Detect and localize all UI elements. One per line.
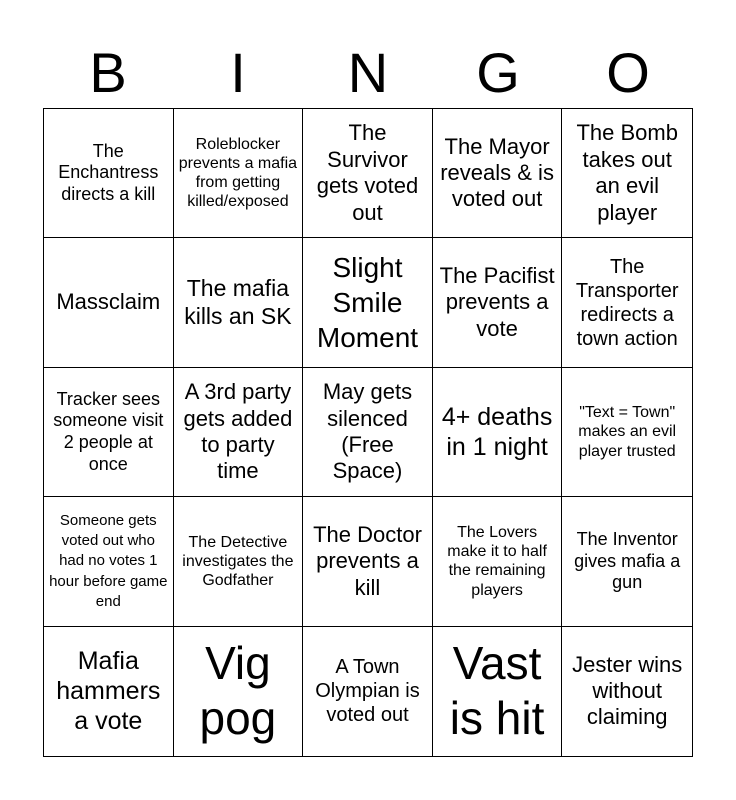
cell-text: The Inventor gives mafia a gun — [574, 529, 681, 593]
cell-text: Roleblocker prevents a mafia from getting killed/exposed — [178, 135, 298, 211]
bingo-cell[interactable] — [562, 109, 692, 238]
cell-text: The Detective investigates the Godfather — [182, 533, 294, 589]
header-letter-b: B — [89, 41, 127, 104]
bingo-cell[interactable] — [433, 497, 563, 626]
bingo-cell[interactable] — [562, 497, 692, 626]
bingo-cell[interactable] — [174, 497, 304, 626]
bingo-cell[interactable] — [44, 368, 174, 497]
bingo-cell[interactable] — [44, 497, 174, 626]
bingo-cell[interactable] — [433, 238, 563, 367]
cell-text: The Survivor gets voted out — [316, 120, 419, 225]
cell-text: The Lovers make it to half the remaining players — [447, 524, 547, 599]
cell-text: A 3rd party gets added to party time — [183, 379, 293, 484]
bingo-cell[interactable] — [433, 109, 563, 238]
cell-text: Jester wins without claiming — [572, 651, 683, 730]
bingo-cell[interactable] — [44, 627, 174, 756]
cell-text: Vast is hit — [449, 637, 545, 745]
cell-text: "Text = Town" makes an evil player trusted — [578, 404, 677, 460]
bingo-cell[interactable] — [303, 497, 433, 626]
cell-text: Massclaim — [56, 289, 161, 315]
cell-text: The mafia kills an SK — [184, 275, 292, 329]
header-letter-i: I — [230, 41, 246, 104]
cell-text: The Bomb takes out an evil player — [576, 120, 678, 225]
header-letter-n: N — [347, 41, 389, 104]
bingo-cell[interactable] — [174, 368, 304, 497]
cell-text: The Doctor prevents a kill — [313, 521, 422, 600]
bingo-cell[interactable] — [174, 109, 304, 238]
bingo-cell[interactable] — [433, 368, 563, 497]
cell-text: Someone gets voted out who had no votes 1 hour before game end — [49, 511, 168, 610]
bingo-cell[interactable] — [44, 238, 174, 367]
cell-text: The Mayor reveals & is voted out — [440, 133, 554, 212]
cell-text: The Enchantress directs a kill — [58, 140, 159, 204]
cell-text: May gets silenced (Free Space) — [322, 379, 413, 484]
cell-text: The Pacifist prevents a vote — [439, 263, 555, 341]
bingo-cell[interactable] — [562, 238, 692, 367]
cell-text: Vig pog — [199, 637, 277, 745]
bingo-header — [43, 40, 693, 106]
header-letter-o: O — [606, 41, 650, 104]
bingo-cell[interactable] — [562, 368, 692, 497]
bingo-cell[interactable] — [303, 238, 433, 367]
bingo-cell[interactable] — [44, 109, 174, 238]
bingo-cell[interactable] — [303, 627, 433, 756]
bingo-cell[interactable] — [174, 238, 304, 367]
cell-text: Mafia hammers a vote — [56, 647, 161, 736]
bingo-cell[interactable] — [433, 627, 563, 756]
cell-text: Tracker sees someone visit 2 people at once — [53, 388, 164, 474]
cell-text: The Transporter redirects a town action — [575, 255, 679, 350]
bingo-board — [43, 108, 693, 757]
cell-text: 4+ deaths in 1 night — [441, 402, 553, 461]
header-letter-g: G — [476, 41, 520, 104]
cell-text: Slight Smile Moment — [316, 252, 419, 354]
bingo-cell[interactable] — [174, 627, 304, 756]
bingo-cell[interactable] — [303, 109, 433, 238]
bingo-cell[interactable] — [303, 368, 433, 497]
cell-text: A Town Olympian is voted out — [315, 656, 420, 727]
bingo-cell[interactable] — [562, 627, 692, 756]
